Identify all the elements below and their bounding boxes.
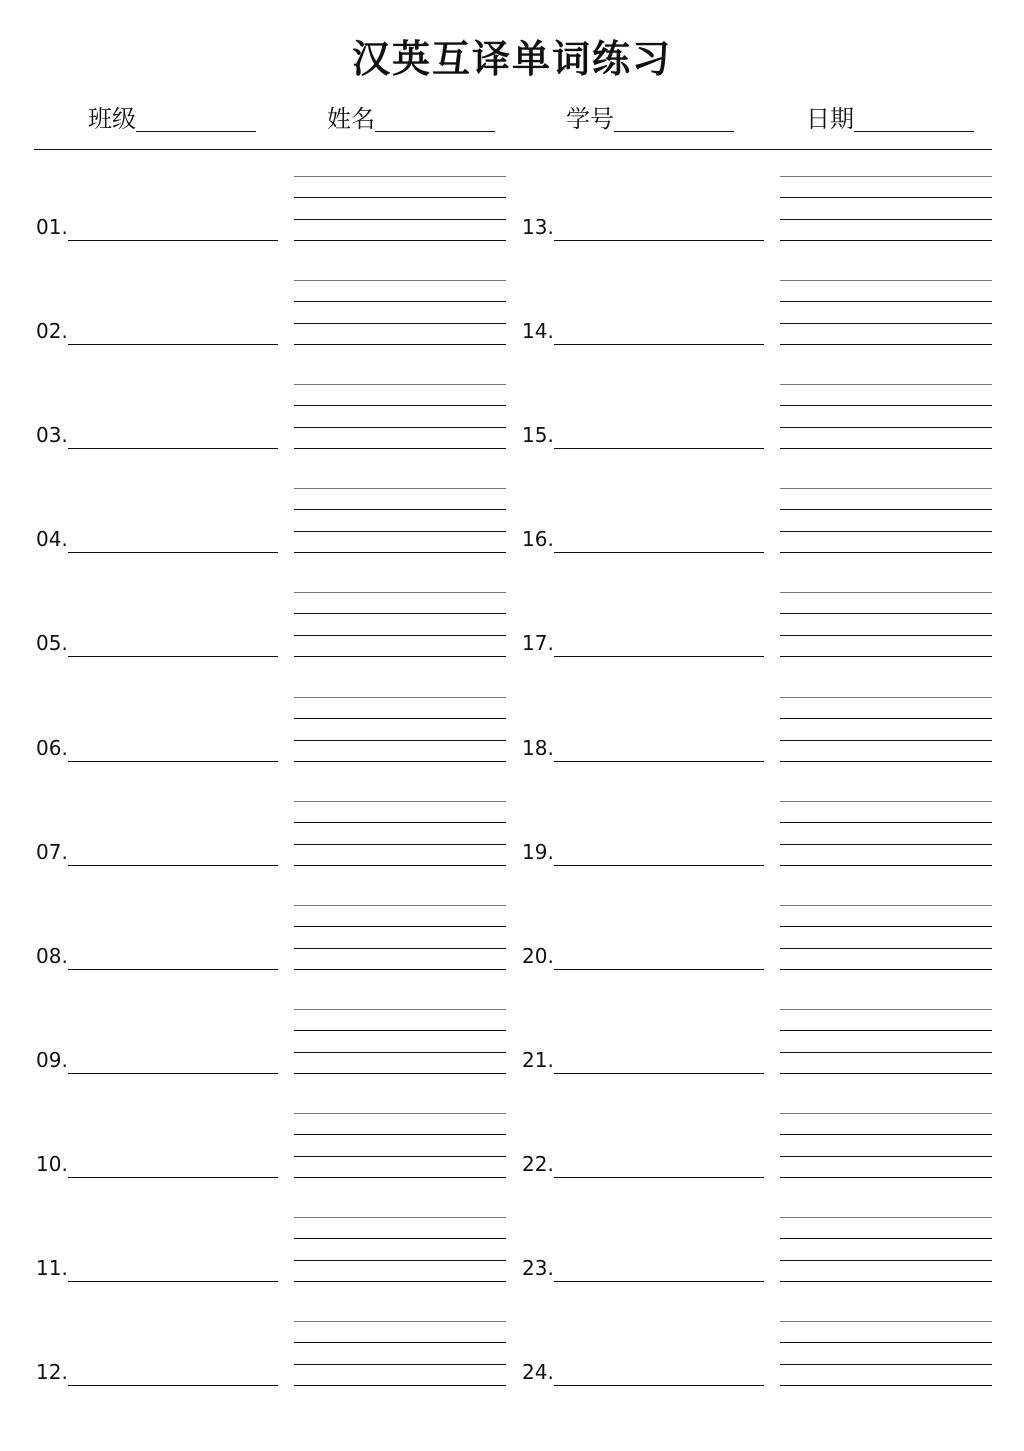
practice-line[interactable] — [294, 197, 506, 198]
exercise-item — [522, 211, 764, 241]
practice-line[interactable] — [780, 1364, 992, 1365]
practice-line[interactable] — [780, 1052, 992, 1053]
practice-line[interactable] — [780, 718, 992, 719]
item-number: 07. — [36, 839, 68, 864]
practice-line[interactable] — [780, 697, 992, 698]
practice-line[interactable] — [294, 1052, 506, 1053]
practice-line[interactable] — [780, 197, 992, 198]
practice-line[interactable] — [780, 1260, 992, 1261]
practice-line[interactable] — [780, 761, 992, 762]
answer-blank[interactable] — [68, 1385, 278, 1386]
answer-blank[interactable] — [68, 344, 278, 345]
exercise-item — [522, 1148, 764, 1178]
exercise-item — [36, 315, 278, 345]
answer-blank[interactable] — [554, 865, 764, 866]
practice-line[interactable] — [294, 240, 506, 241]
practice-lines[interactable] — [780, 1217, 992, 1283]
practice-line[interactable] — [294, 801, 506, 802]
practice-lines[interactable] — [294, 1113, 506, 1179]
practice-line[interactable] — [780, 1134, 992, 1135]
item-number: 09. — [36, 1047, 68, 1072]
practice-line[interactable] — [780, 1156, 992, 1157]
practice-line[interactable] — [294, 656, 506, 657]
practice-line[interactable] — [780, 1238, 992, 1239]
practice-line[interactable] — [780, 740, 992, 741]
header-divider — [34, 149, 992, 150]
item-number: 03. — [36, 423, 68, 448]
answer-blank[interactable] — [554, 448, 764, 449]
exercise-item — [522, 732, 764, 762]
exercise-item — [36, 1148, 278, 1178]
answer-blank[interactable] — [68, 761, 278, 762]
practice-line[interactable] — [294, 1134, 506, 1135]
exercise-item — [522, 419, 764, 449]
item-number: 10. — [36, 1151, 68, 1176]
practice-line[interactable] — [780, 822, 992, 823]
practice-line[interactable] — [294, 822, 506, 823]
student-id-label: 学号 — [566, 105, 614, 133]
practice-line[interactable] — [780, 344, 992, 345]
exercise-item — [36, 523, 278, 553]
date-label: 日期 — [806, 105, 854, 133]
practice-lines[interactable] — [780, 697, 992, 763]
answer-blank[interactable] — [554, 1281, 764, 1282]
class-label: 班级 — [88, 105, 136, 133]
practice-line[interactable] — [780, 1281, 992, 1282]
answer-blank[interactable] — [68, 969, 278, 970]
item-number: 23. — [522, 1256, 554, 1280]
answer-blank[interactable] — [554, 761, 764, 762]
practice-line[interactable] — [294, 1364, 506, 1365]
practice-line[interactable] — [780, 219, 992, 220]
practice-line[interactable] — [780, 301, 992, 302]
exercise-item — [522, 1252, 764, 1282]
practice-line[interactable] — [294, 697, 506, 698]
date-blank[interactable] — [854, 131, 974, 132]
practice-line[interactable] — [294, 1321, 506, 1322]
practice-lines[interactable] — [294, 1217, 506, 1283]
practice-lines[interactable] — [780, 801, 992, 867]
practice-line[interactable] — [780, 531, 992, 532]
exercise-item — [36, 211, 278, 241]
practice-line[interactable] — [294, 301, 506, 302]
practice-lines[interactable] — [780, 592, 992, 658]
student-info-row — [0, 104, 1024, 144]
worksheet-title: 汉英互译单词练习 — [351, 37, 672, 81]
practice-line[interactable] — [780, 176, 992, 177]
exercise-item — [36, 732, 278, 762]
exercise-item — [36, 627, 278, 657]
item-number: 02. — [36, 319, 68, 344]
exercise-item — [522, 1356, 764, 1386]
practice-line[interactable] — [780, 552, 992, 553]
practice-line[interactable] — [294, 1073, 506, 1074]
practice-line[interactable] — [294, 176, 506, 177]
practice-line[interactable] — [294, 552, 506, 553]
practice-line[interactable] — [294, 405, 506, 406]
answer-blank[interactable] — [554, 1073, 764, 1074]
exercise-item — [36, 1252, 278, 1282]
answer-blank[interactable] — [554, 656, 764, 657]
practice-line[interactable] — [780, 1009, 992, 1010]
name-field[interactable] — [327, 104, 495, 134]
practice-line[interactable] — [294, 926, 506, 927]
practice-line[interactable] — [294, 1177, 506, 1178]
practice-line[interactable] — [780, 323, 992, 324]
practice-lines[interactable] — [294, 801, 506, 867]
practice-line[interactable] — [780, 656, 992, 657]
practice-line[interactable] — [780, 1030, 992, 1031]
exercise-item — [522, 523, 764, 553]
practice-lines[interactable] — [294, 1009, 506, 1075]
answer-blank[interactable] — [554, 552, 764, 553]
practice-line[interactable] — [294, 844, 506, 845]
practice-line[interactable] — [294, 1113, 506, 1114]
practice-line[interactable] — [294, 635, 506, 636]
answer-blank[interactable] — [68, 552, 278, 553]
class-blank[interactable] — [136, 131, 256, 132]
practice-line[interactable] — [294, 344, 506, 345]
practice-lines[interactable] — [780, 280, 992, 346]
practice-lines[interactable] — [294, 592, 506, 658]
practice-line[interactable] — [294, 1342, 506, 1343]
item-number: 01. — [36, 215, 68, 239]
practice-line[interactable] — [294, 1009, 506, 1010]
answer-blank[interactable] — [554, 969, 764, 970]
exercise-item — [36, 940, 278, 970]
answer-blank[interactable] — [554, 240, 764, 241]
practice-line[interactable] — [294, 1260, 506, 1261]
practice-line[interactable] — [294, 280, 506, 281]
practice-line[interactable] — [780, 1073, 992, 1074]
practice-line[interactable] — [294, 592, 506, 593]
practice-line[interactable] — [780, 1217, 992, 1218]
exercise-item — [36, 1044, 278, 1074]
answer-blank[interactable] — [68, 1281, 278, 1282]
practice-lines[interactable] — [780, 1113, 992, 1179]
item-number: 13. — [522, 215, 554, 239]
answer-blank[interactable] — [554, 1385, 764, 1386]
answer-blank[interactable] — [554, 344, 764, 345]
practice-line[interactable] — [780, 384, 992, 385]
practice-line[interactable] — [294, 323, 506, 324]
practice-line[interactable] — [780, 1342, 992, 1343]
practice-lines[interactable] — [294, 488, 506, 554]
practice-line[interactable] — [780, 1113, 992, 1114]
answer-blank[interactable] — [68, 1073, 278, 1074]
practice-line[interactable] — [294, 384, 506, 385]
practice-line[interactable] — [294, 613, 506, 614]
practice-lines[interactable] — [294, 384, 506, 450]
practice-line[interactable] — [294, 948, 506, 949]
answer-blank[interactable] — [68, 1177, 278, 1178]
exercise-item — [522, 940, 764, 970]
practice-line[interactable] — [294, 740, 506, 741]
item-number: 20. — [522, 943, 554, 968]
practice-line[interactable] — [780, 488, 992, 489]
item-number: 05. — [36, 631, 68, 656]
practice-line[interactable] — [780, 613, 992, 614]
practice-lines[interactable] — [294, 697, 506, 763]
practice-lines[interactable] — [780, 1009, 992, 1075]
practice-line[interactable] — [294, 1385, 506, 1386]
practice-lines[interactable] — [780, 1321, 992, 1387]
practice-lines[interactable] — [294, 280, 506, 346]
item-number: 22. — [522, 1151, 554, 1176]
answer-blank[interactable] — [68, 448, 278, 449]
item-number: 18. — [522, 735, 554, 760]
practice-line[interactable] — [294, 219, 506, 220]
practice-line[interactable] — [294, 509, 506, 510]
practice-lines[interactable] — [294, 176, 506, 242]
name-label: 姓名 — [327, 105, 375, 133]
practice-line[interactable] — [780, 1177, 992, 1178]
practice-line[interactable] — [780, 969, 992, 970]
item-number: 06. — [36, 735, 68, 760]
practice-line[interactable] — [780, 280, 992, 281]
answer-blank[interactable] — [68, 240, 278, 241]
item-number: 08. — [36, 943, 68, 968]
name-blank[interactable] — [375, 131, 495, 132]
practice-line[interactable] — [294, 531, 506, 532]
practice-line[interactable] — [780, 1321, 992, 1322]
practice-lines[interactable] — [780, 905, 992, 971]
practice-line[interactable] — [780, 948, 992, 949]
practice-line[interactable] — [294, 761, 506, 762]
exercise-item — [36, 836, 278, 866]
student-id-field[interactable] — [566, 104, 734, 134]
item-number: 11. — [36, 1256, 68, 1280]
practice-line[interactable] — [294, 865, 506, 866]
class-field[interactable] — [88, 104, 256, 134]
practice-line[interactable] — [294, 969, 506, 970]
practice-line[interactable] — [294, 448, 506, 449]
practice-line[interactable] — [294, 1281, 506, 1282]
item-number: 12. — [36, 1360, 68, 1385]
practice-line[interactable] — [780, 427, 992, 428]
practice-line[interactable] — [294, 1156, 506, 1157]
practice-line[interactable] — [294, 1217, 506, 1218]
practice-line[interactable] — [780, 865, 992, 866]
practice-line[interactable] — [294, 905, 506, 906]
item-number: 21. — [522, 1047, 554, 1072]
practice-lines[interactable] — [294, 1321, 506, 1387]
answer-blank[interactable] — [68, 865, 278, 866]
practice-line[interactable] — [780, 844, 992, 845]
exercise-item — [36, 1356, 278, 1386]
date-field[interactable] — [806, 104, 974, 134]
practice-lines[interactable] — [780, 488, 992, 554]
practice-line[interactable] — [780, 405, 992, 406]
practice-line[interactable] — [780, 240, 992, 241]
practice-line[interactable] — [294, 718, 506, 719]
practice-line[interactable] — [294, 427, 506, 428]
item-number: 04. — [36, 527, 68, 552]
item-number: 24. — [522, 1360, 554, 1385]
practice-lines[interactable] — [780, 176, 992, 242]
practice-line[interactable] — [294, 1238, 506, 1239]
practice-line[interactable] — [780, 592, 992, 593]
practice-lines[interactable] — [294, 905, 506, 971]
practice-lines[interactable] — [780, 384, 992, 450]
answer-blank[interactable] — [68, 656, 278, 657]
item-number: 17. — [522, 631, 554, 656]
item-number: 19. — [522, 839, 554, 864]
exercise-item — [522, 315, 764, 345]
practice-line[interactable] — [780, 509, 992, 510]
practice-line[interactable] — [780, 926, 992, 927]
exercise-item — [36, 419, 278, 449]
practice-line[interactable] — [780, 905, 992, 906]
practice-line[interactable] — [780, 448, 992, 449]
practice-line[interactable] — [780, 801, 992, 802]
item-number: 14. — [522, 319, 554, 344]
practice-line[interactable] — [780, 1385, 992, 1386]
exercise-item — [522, 836, 764, 866]
practice-line[interactable] — [294, 488, 506, 489]
student-id-blank[interactable] — [614, 131, 734, 132]
practice-line[interactable] — [780, 635, 992, 636]
exercise-item — [522, 627, 764, 657]
practice-line[interactable] — [294, 1030, 506, 1031]
answer-blank[interactable] — [554, 1177, 764, 1178]
item-number: 15. — [522, 423, 554, 448]
exercise-item — [522, 1044, 764, 1074]
item-number: 16. — [522, 527, 554, 552]
